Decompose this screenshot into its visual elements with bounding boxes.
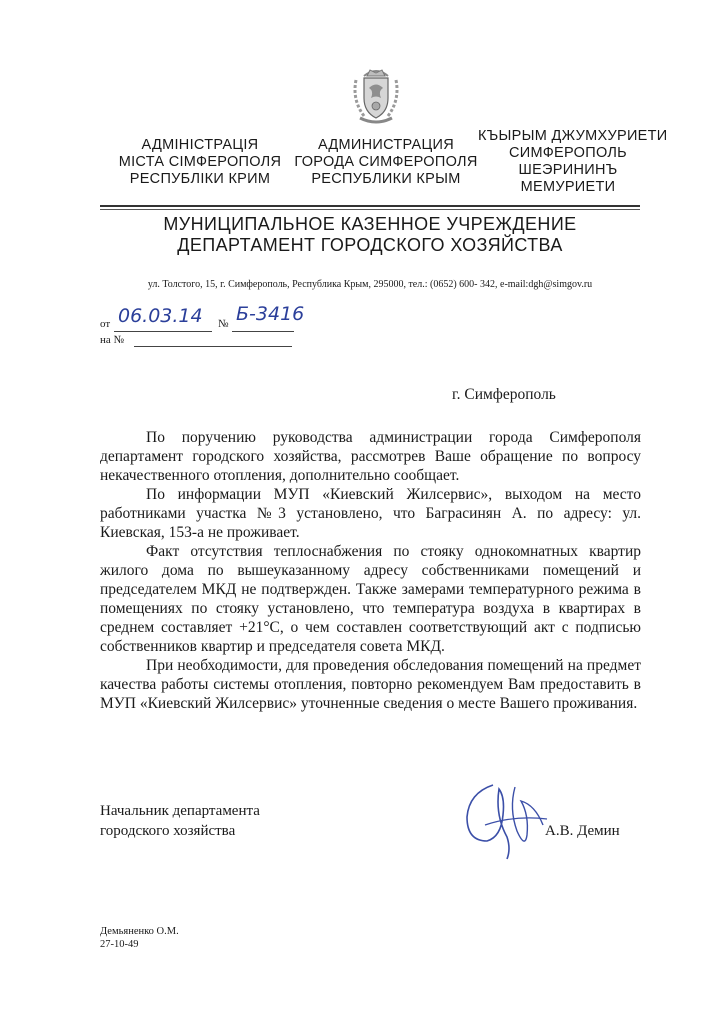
- header-russian: [286, 137, 486, 188]
- body-paragraph: По информации МУП «Киевский Жилсервис», выходом на место работниками участка №3 установлено, что Баграсинян А. по адресу: ул. Киевская, 153-а не проживает.: [100, 486, 641, 541]
- body-paragraph: По поручению руководства администрации города Симферополя департамент городского хозяйства, рассмотрев Ваше обращение по вопросу некачественного отопления, дополнительно сообщает.: [100, 429, 641, 484]
- organization-line-1: МУНИЦИПАЛЬНОЕ КАЗЕННОЕ УЧРЕЖДЕНИЕ: [163, 214, 577, 234]
- number-label: №: [218, 318, 229, 330]
- executor-name: Демьяненко О.М.: [100, 926, 179, 937]
- position-line-1: Начальник департамента: [100, 803, 260, 819]
- header-crimean-tatar-line: МЕМУРИЕТИ: [520, 179, 616, 195]
- header-divider: [100, 205, 640, 207]
- number-underline: [232, 331, 294, 332]
- organization-line-2: ДЕПАРТАМЕНТ ГОРОДСКОГО ХОЗЯЙСТВА: [177, 235, 563, 255]
- address-line: ул. Толстого, 15, г. Симферополь, Республика Крым, 295000, тел.: (0652) 600- 342, e-mail:dgh@simgov.ru: [147, 279, 593, 290]
- signatory-name: А.В. Демин: [545, 823, 620, 839]
- header-ukrainian-line: МІСТА СІМФЕРОПОЛЯ: [118, 154, 282, 170]
- header-ukrainian-line: РЕСПУБЛІКИ КРИМ: [129, 171, 271, 187]
- header-ukrainian: [100, 137, 300, 188]
- coat-of-arms-emblem: [350, 64, 402, 124]
- letter-body: [100, 428, 641, 713]
- date-underline: [114, 331, 212, 332]
- header-crimean-tatar-line: СИМФЕРОПОЛЬ: [508, 145, 627, 161]
- city: г. Симферополь: [452, 386, 556, 403]
- header-crimean-tatar: [478, 128, 668, 196]
- handwritten-signature: [455, 775, 555, 865]
- position-line-2: городского хозяйства: [100, 823, 236, 839]
- body-paragraph: Факт отсутствия теплоснабжения по стояку однокомнатных квартир жилого дома по вышеуказанному адресу собственниками помещений и председателем МКД не подтвержден. Также замерами температурного режима в помещениях по стояку установлено, что температура воздуха в квартирах в среднем составляет +21°С, о чем составлен соответствующий акт с подписью собственников квартир и председателя совета МКД.: [100, 543, 641, 655]
- header-crimean-tatar-line: КЪЫРЫМ ДЖУМХУРИЕТИ: [478, 128, 668, 144]
- handwritten-date: 06.03.14: [118, 305, 203, 327]
- header-ukrainian-line: АДМІНІСТРАЦІЯ: [141, 137, 259, 153]
- to-number-label: на №: [100, 334, 125, 346]
- handwritten-number: Б-3416: [236, 303, 305, 325]
- header-russian-line: АДМИНИСТРАЦИЯ: [317, 137, 455, 153]
- header-russian-line: ГОРОДА СИМФЕРОПОЛЯ: [294, 154, 478, 170]
- organization-name: [100, 214, 640, 256]
- body-paragraph: При необходимости, для проведения обследования помещений на предмет качества работы системы отопления, повторно рекомендуем Вам предоставить в МУП «Киевский Жилсервис» уточненные сведения о месте Вашего проживания.: [100, 657, 641, 712]
- header-russian-line: РЕСПУБЛИКИ КРЫМ: [311, 171, 461, 187]
- from-label: от: [100, 318, 111, 330]
- executor-phone: 27-10-49: [100, 939, 139, 950]
- executor-info: [100, 925, 179, 951]
- to-number-underline: [134, 346, 292, 347]
- header-divider-thin: [100, 209, 640, 210]
- header-crimean-tatar-line: ШЕЭРИНИНЪ: [518, 162, 618, 178]
- signatory-position: [100, 801, 260, 841]
